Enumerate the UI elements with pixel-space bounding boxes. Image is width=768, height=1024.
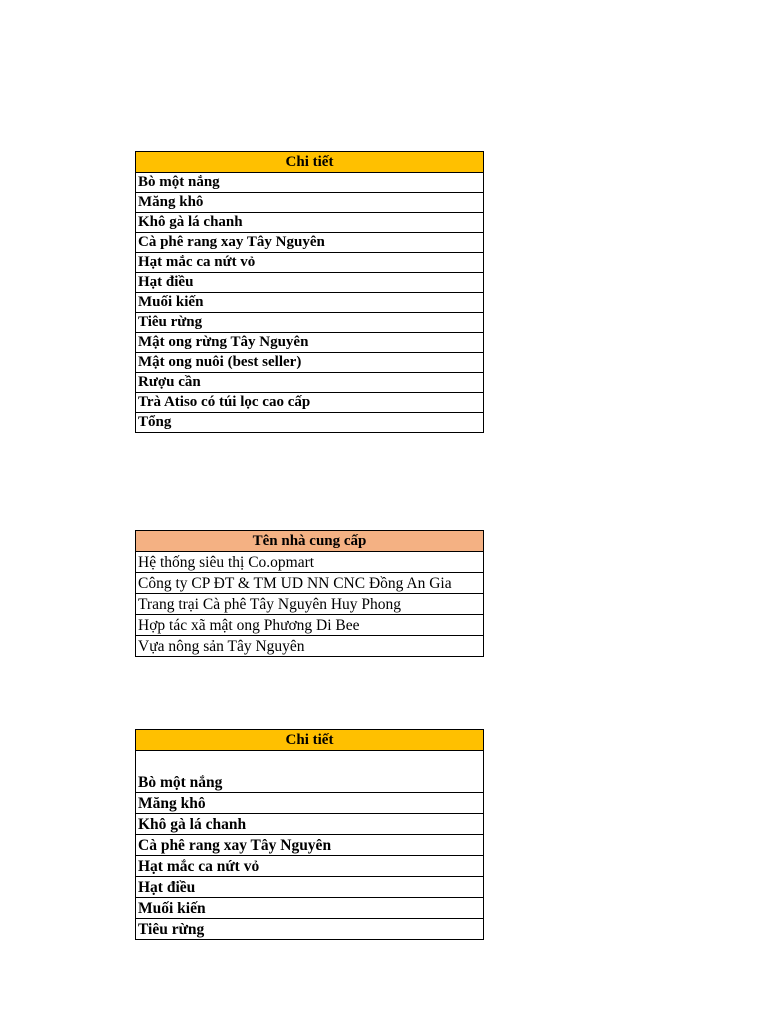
cell[interactable]: Hợp tác xã mật ong Phương Di Bee [136, 615, 484, 636]
table-row [136, 814, 484, 835]
table-row [136, 373, 484, 393]
table-row [136, 333, 484, 353]
supplier-table [135, 530, 484, 657]
table-row [136, 615, 484, 636]
cell[interactable]: Cà phê rang xay Tây Nguyên [136, 835, 484, 856]
cell[interactable]: Hạt mắc ca nứt vỏ [136, 253, 484, 273]
cell[interactable]: Bò một nắng [136, 751, 484, 793]
table-row [136, 293, 484, 313]
header-row [136, 730, 484, 751]
table-row [136, 313, 484, 333]
header-row [136, 152, 484, 173]
cell[interactable]: Muối kiến [136, 898, 484, 919]
table-row [136, 573, 484, 594]
cell[interactable]: Tiêu rừng [136, 313, 484, 333]
cell[interactable]: Khô gà lá chanh [136, 213, 484, 233]
table-row [136, 835, 484, 856]
table-row [136, 898, 484, 919]
table-row [136, 594, 484, 615]
column-header-supplier[interactable]: Tên nhà cung cấp [136, 531, 484, 552]
table-row [136, 793, 484, 814]
table-row [136, 856, 484, 877]
table-row [136, 233, 484, 253]
cell[interactable]: Vựa nông sản Tây Nguyên [136, 636, 484, 657]
cell[interactable]: Khô gà lá chanh [136, 814, 484, 835]
header-row [136, 531, 484, 552]
total-row [136, 413, 484, 433]
column-header-chi-tiet[interactable]: Chi tiết [136, 152, 484, 173]
table-row [136, 877, 484, 898]
table-row [136, 353, 484, 373]
total-cell[interactable]: Tổng [136, 413, 484, 433]
table-row [136, 919, 484, 940]
column-header-chi-tiet[interactable]: Chi tiết [136, 730, 484, 751]
product-detail-table [135, 151, 484, 433]
cell[interactable]: Rượu cần [136, 373, 484, 393]
cell[interactable]: Hệ thống siêu thị Co.opmart [136, 552, 484, 573]
cell[interactable]: Bò một nắng [136, 173, 484, 193]
cell[interactable]: Măng khô [136, 193, 484, 213]
table-row [136, 552, 484, 573]
table-row [136, 253, 484, 273]
cell[interactable]: Măng khô [136, 793, 484, 814]
cell[interactable]: Trang trại Cà phê Tây Nguyên Huy Phong [136, 594, 484, 615]
cell[interactable]: Hạt mắc ca nứt vỏ [136, 856, 484, 877]
table-row [136, 636, 484, 657]
cell[interactable]: Muối kiến [136, 293, 484, 313]
product-detail-table-2 [135, 729, 484, 940]
table-row [136, 393, 484, 413]
cell[interactable]: Trà Atiso có túi lọc cao cấp [136, 393, 484, 413]
table-row [136, 213, 484, 233]
cell[interactable]: Hạt điều [136, 273, 484, 293]
cell[interactable]: Mật ong nuôi (best seller) [136, 353, 484, 373]
cell[interactable]: Hạt điều [136, 877, 484, 898]
table-row [136, 751, 484, 793]
table-row [136, 273, 484, 293]
table-row [136, 173, 484, 193]
cell[interactable]: Công ty CP ĐT & TM UD NN CNC Đồng An Gia [136, 573, 484, 594]
cell[interactable]: Mật ong rừng Tây Nguyên [136, 333, 484, 353]
cell[interactable]: Cà phê rang xay Tây Nguyên [136, 233, 484, 253]
table-row [136, 193, 484, 213]
cell[interactable]: Tiêu rừng [136, 919, 484, 940]
